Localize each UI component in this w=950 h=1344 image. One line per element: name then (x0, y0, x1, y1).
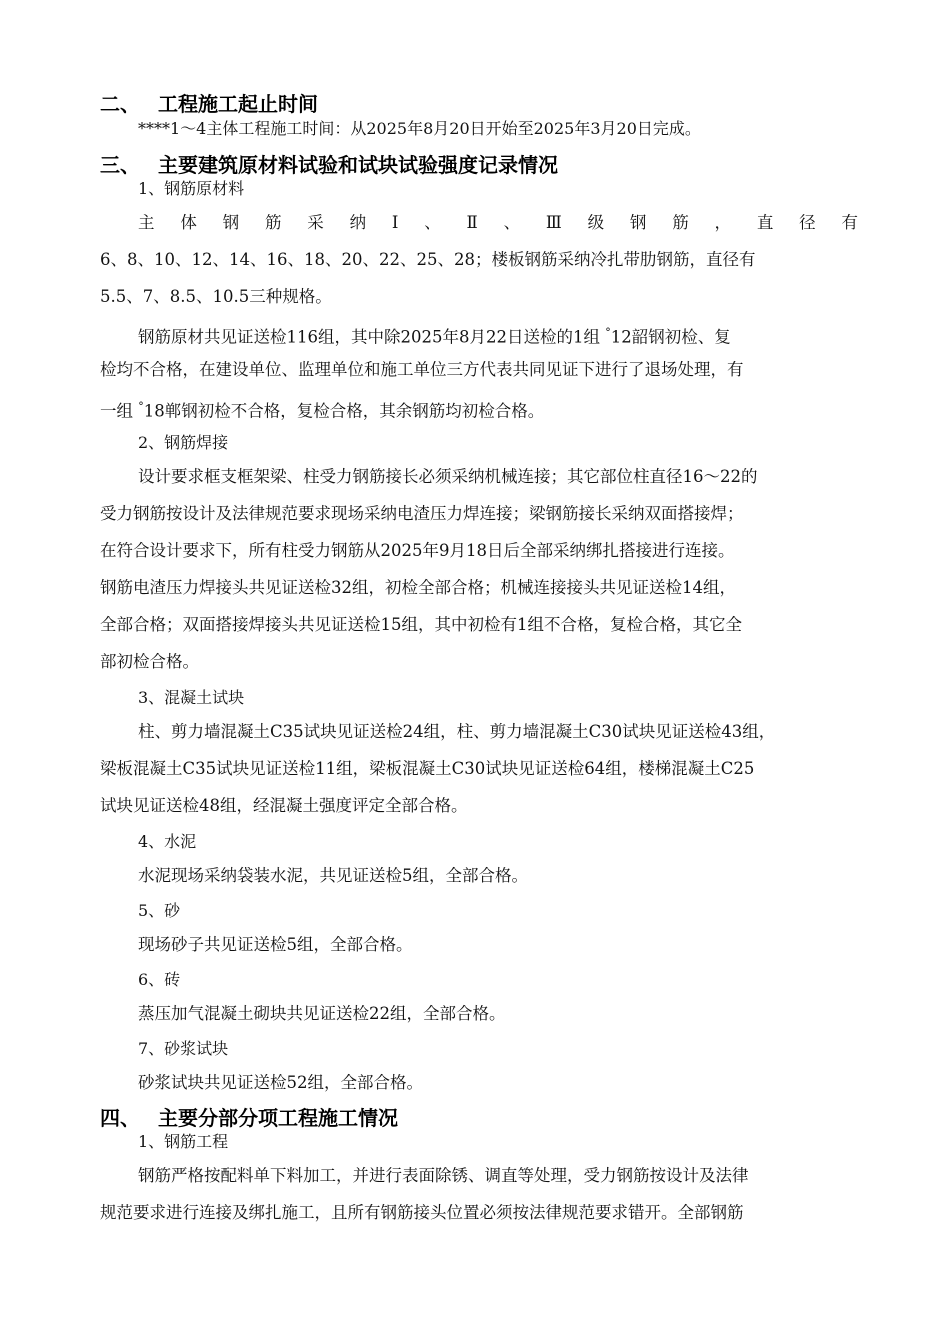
subheading-rebar-works: 1、钢筋工程 (138, 1132, 229, 1151)
text-run: 12韶钢初检、复 (610, 327, 731, 347)
spaced-char: 筋 (264, 213, 282, 232)
spaced-char: 钢 (629, 213, 647, 232)
spaced-char: 级 (587, 213, 605, 232)
paragraph-line: 检均不合格，在建设单位、监理单位和施工单位三方代表共同见证下进行了退场处理，有 (100, 360, 744, 379)
section-heading-3 (100, 152, 558, 178)
paragraph-line: 6、8、10、12、14、16、18、20、22、25、28；楼板钢筋采纳冷扎带肋钢筋，直径有 (100, 250, 756, 269)
section-number: 三、 (100, 153, 140, 177)
spaced-char: ， (714, 213, 732, 232)
spaced-char: 、 (503, 213, 521, 232)
subheading-mortar-specimens: 7、砂浆试块 (138, 1039, 229, 1058)
spaced-char: 钢 (222, 213, 240, 232)
section-title: 主要分部分项工程施工情况 (158, 1106, 398, 1130)
degree-symbol: ° (605, 326, 611, 339)
spaced-char: Ⅱ (466, 213, 478, 232)
subheading-brick: 6、砖 (138, 970, 181, 989)
spaced-char: Ⅰ (391, 213, 399, 232)
degree-symbol: ° (138, 400, 144, 413)
paragraph-line: 砂浆试块共见证送检52组，全部合格。 (138, 1073, 423, 1092)
paragraph-line (138, 322, 731, 349)
section-heading-4 (100, 1105, 398, 1131)
spaced-char: 纳 (349, 213, 367, 232)
paragraph-line: 现场砂子共见证送检5组，全部合格。 (138, 935, 413, 954)
spaced-char: 采 (307, 213, 324, 232)
section-title: 主要建筑原材料试验和试块试验强度记录情况 (158, 153, 558, 177)
paragraph-line: 设计要求框支框架梁、柱受力钢筋接长必须采纳机械连接；其它部位柱直径16～22的 (138, 467, 758, 486)
spaced-char: 有 (841, 213, 858, 232)
paragraph-line: 在符合设计要求下，所有柱受力钢筋从2025年9月18日后全部采纳绑扎搭接进行连接。 (100, 541, 735, 560)
subheading-rebar-welding: 2、钢筋焊接 (138, 433, 229, 452)
subheading-rebar-material: 1、钢筋原材料 (138, 179, 245, 198)
spaced-char: 、 (424, 213, 441, 232)
paragraph-line: 水泥现场采纳袋装水泥，共见证送检5组，全部合格。 (138, 866, 528, 885)
construction-period-text: ****1～4主体工程施工时间：从2025年8月20日开始至2025年3月20日完成。 (138, 119, 701, 138)
section-heading-2 (100, 91, 318, 117)
paragraph-line: 钢筋严格按配料单下料加工，并进行表面除锈、调直等处理，受力钢筋按设计及法律 (138, 1166, 749, 1185)
section-number: 四、 (100, 1106, 140, 1130)
spaced-char: 主 (138, 213, 155, 232)
paragraph-line: 试块见证送检48组，经混凝土强度评定全部合格。 (100, 796, 468, 815)
section-title: 工程施工起止时间 (158, 92, 318, 116)
subheading-cement: 4、水泥 (138, 832, 197, 851)
paragraph-line: 部初检合格。 (100, 652, 199, 671)
paragraph-line: 梁板混凝土C35试块见证送检11组，梁板混凝土C30试块见证送检64组，楼梯混凝土C25 (100, 759, 755, 778)
spaced-char: 筋 (672, 213, 689, 232)
paragraph-line: 全部合格；双面搭接焊接头共见证送检15组，其中初检有1组不合格，复检合格，其它全 (100, 615, 742, 634)
paragraph-line: 钢筋电渣压力焊接头共见证送检32组，初检全部合格；机械连接接头共见证送检14组， (100, 578, 736, 597)
spaced-char: 直 (756, 213, 774, 232)
text-run: 18郸钢初检不合格，复检合格，其余钢筋均初检合格。 (143, 401, 545, 421)
section-number: 二、 (100, 92, 140, 116)
paragraph-line: 蒸压加气混凝土砌块共见证送检22组，全部合格。 (138, 1004, 506, 1023)
paragraph-line: 受力钢筋按设计及法律规范要求现场采纳电渣压力焊连接；梁钢筋接长采纳双面搭接焊； (100, 504, 744, 523)
subheading-sand: 5、砂 (138, 901, 181, 920)
paragraph-line: 柱、剪力墙混凝土C35试块见证送检24组，柱、剪力墙混凝土C30试块见证送检43组， (138, 722, 776, 741)
paragraph-line: 5.5、7、8.5、10.5三种规格。 (100, 287, 332, 306)
spaced-char: Ⅲ (545, 213, 562, 232)
spaced-char: 径 (799, 213, 816, 232)
paragraph-line: 规范要求进行连接及绑扎施工，且所有钢筋接头位置必须按法律规范要求错开。全部钢筋 (100, 1203, 744, 1222)
paragraph-line (100, 396, 544, 423)
paragraph-line (138, 212, 858, 234)
spaced-char: 体 (180, 213, 197, 232)
subheading-concrete-specimens: 3、混凝土试块 (138, 688, 245, 707)
text-run: 一组 (100, 401, 133, 421)
text-run: 钢筋原材共见证送检116组，其中除2025年8月22日送检的1组 (138, 327, 600, 347)
